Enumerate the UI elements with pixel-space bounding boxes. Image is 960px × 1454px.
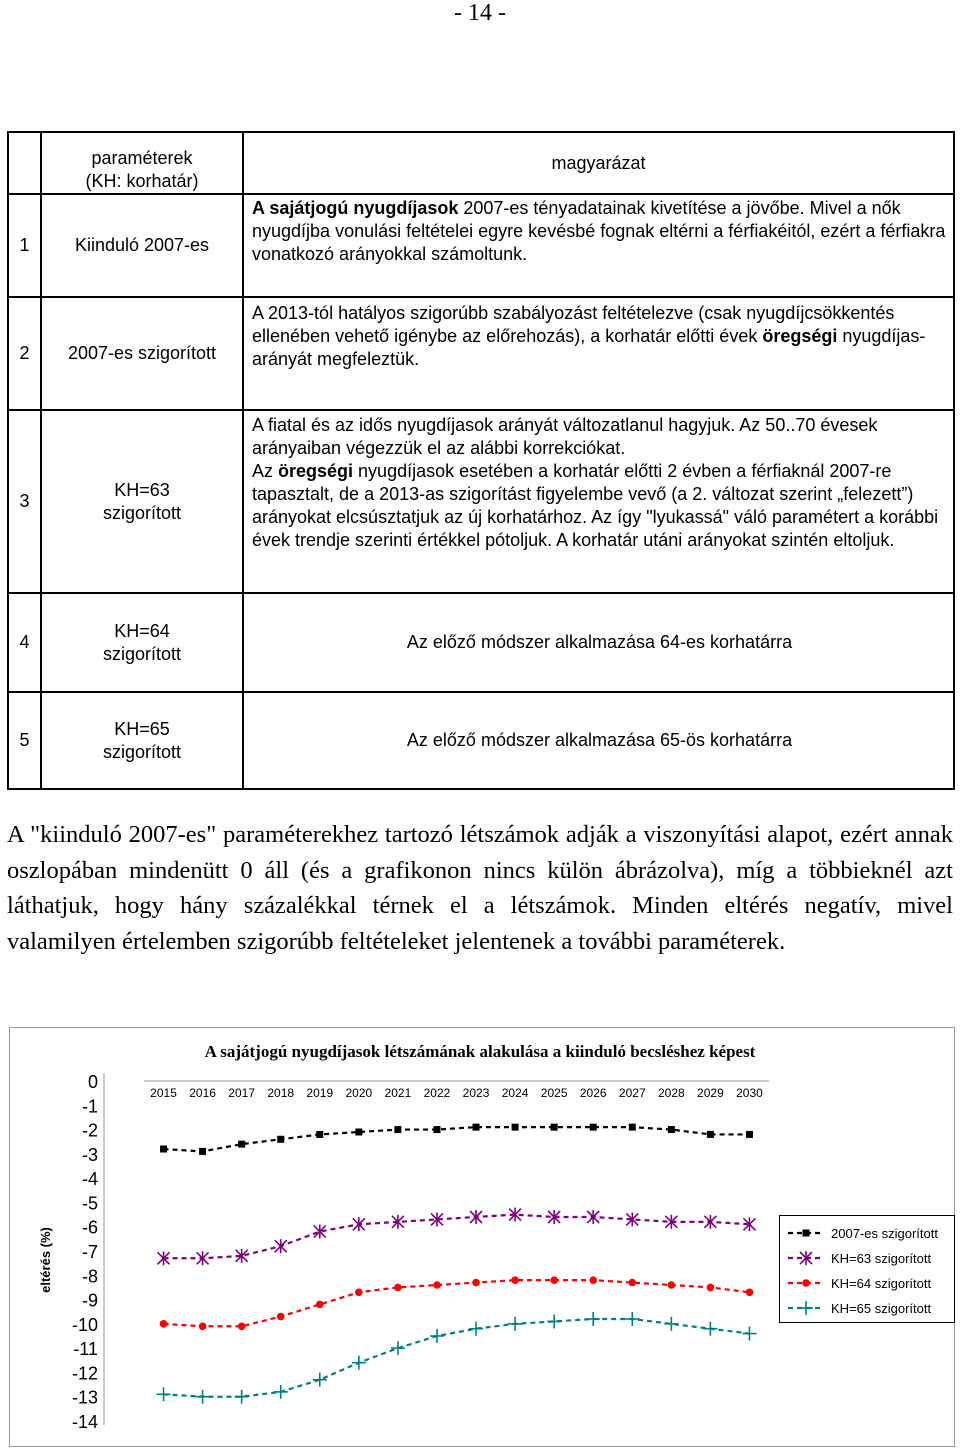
row-explanation <box>243 297 954 410</box>
data-point <box>316 1301 324 1309</box>
data-point <box>511 1276 519 1284</box>
data-point <box>353 1217 365 1231</box>
row-param-sublabel: szigorított <box>102 502 182 523</box>
row-explanation: Az előző módszer alkalmazása 64-es korhatárra <box>243 593 954 692</box>
table-header-row <box>8 132 954 194</box>
series-1 <box>160 1124 753 1155</box>
row-number: 5 <box>8 692 41 789</box>
chart-series <box>157 1124 757 1404</box>
table-row <box>8 194 954 297</box>
row-explanation-para2 <box>252 460 947 552</box>
data-point <box>664 1317 678 1331</box>
x-tick-label: 2024 <box>501 1086 529 1100</box>
row-explanation <box>243 194 954 297</box>
series-line <box>164 1280 750 1326</box>
data-point <box>704 1215 716 1229</box>
data-point <box>199 1148 206 1155</box>
legend-label: KH=63 szigorított <box>831 1251 932 1266</box>
y-tick-label: -4 <box>81 1169 98 1190</box>
table-row <box>8 692 954 789</box>
y-tick-label: -5 <box>81 1193 98 1214</box>
row-number: 4 <box>8 593 41 692</box>
header-param-sublabel: (KH: korhatár) <box>85 171 199 191</box>
x-tick-label: 2021 <box>384 1086 412 1100</box>
row-param-label: KH=63 <box>114 479 170 500</box>
x-tick-label: 2016 <box>189 1086 216 1100</box>
data-point <box>512 1124 519 1131</box>
y-tick-label: -13 <box>71 1387 98 1408</box>
y-axis-title: eltérés (%) <box>38 1227 53 1293</box>
table-row <box>8 593 954 692</box>
header-param-label: paraméterek <box>91 148 193 168</box>
data-point <box>274 1385 288 1399</box>
series-line <box>164 1127 750 1151</box>
row-param: Kiinduló 2007-es <box>41 194 243 297</box>
data-point <box>433 1281 441 1289</box>
data-point <box>433 1126 440 1133</box>
data-point <box>430 1329 444 1343</box>
data-point <box>352 1356 366 1370</box>
row-explanation-bold: A sajátjogú nyugdíjasok <box>252 198 459 218</box>
x-tick-label: 2018 <box>267 1086 295 1100</box>
row-explanation-text-end: nyugdíjas-arányát megfeleztük. <box>252 326 926 369</box>
data-point <box>316 1131 323 1138</box>
y-tick-label: -8 <box>81 1266 98 1287</box>
series-3 <box>160 1276 754 1330</box>
data-point <box>551 1124 558 1131</box>
data-point <box>197 1251 209 1265</box>
data-point <box>586 1312 600 1326</box>
x-tick-label: 2026 <box>579 1086 607 1100</box>
x-tick-label: 2022 <box>423 1086 451 1100</box>
data-point <box>550 1276 558 1284</box>
data-point <box>355 1288 363 1296</box>
data-point <box>625 1312 639 1326</box>
table-row <box>8 297 954 410</box>
x-tick-label: 2030 <box>736 1086 763 1100</box>
y-tick-label: -11 <box>73 1339 98 1360</box>
data-point <box>703 1322 717 1336</box>
data-point <box>238 1141 245 1148</box>
series-line <box>164 1319 750 1397</box>
data-point <box>355 1129 362 1136</box>
y-tick-label: -1 <box>81 1096 98 1117</box>
data-point <box>313 1373 327 1387</box>
y-tick-label: 0 <box>87 1072 98 1092</box>
data-point <box>235 1390 249 1404</box>
data-point <box>160 1146 167 1153</box>
y-tick-label: -14 <box>71 1412 98 1432</box>
data-point <box>469 1322 483 1336</box>
row-number: 2 <box>8 297 41 410</box>
row-explanation-bold: öregségi <box>278 461 354 481</box>
row-explanation-text-end: nyugdíjasok esetében a korhatár előtti 2 évben a férfiaknál 2007-re tapasztalt, de a 2013-as szigorítást figyelembe vevő (a 2. változat szerint „felezett”) arányokat elcsúsztatjuk az új korhatárhoz. Az így "lyukassá" váló paramétert a korábbi évek trendje szerinti értékkel pótoljuk. A korhatár utáni arányokat szintén eltoljuk. <box>252 461 939 550</box>
row-param <box>41 593 243 692</box>
data-point <box>160 1320 168 1328</box>
row-param-label: KH=64 <box>114 620 170 641</box>
row-explanation <box>243 410 954 593</box>
header-explanation-cell: magyarázat <box>243 132 954 194</box>
x-tick-label: 2028 <box>657 1086 685 1100</box>
row-param: 2007-es szigorított <box>41 297 243 410</box>
data-point <box>470 1210 482 1224</box>
y-tick-label: -6 <box>81 1217 98 1238</box>
row-number: 1 <box>8 194 41 297</box>
y-tick-label: -12 <box>71 1363 98 1384</box>
data-point <box>199 1322 207 1330</box>
data-point <box>473 1124 480 1131</box>
data-point <box>275 1239 287 1253</box>
data-point <box>547 1314 561 1328</box>
data-point <box>508 1317 522 1331</box>
row-param <box>41 692 243 789</box>
row-explanation-bold: öregségi <box>762 326 838 346</box>
y-tick-label: -9 <box>81 1290 98 1311</box>
chart-title: A sajátjogú nyugdíjasok létszámának alakulása a kiinduló becsléshez képest <box>204 1042 756 1061</box>
chart-ticks <box>38 1072 763 1432</box>
chart-axes <box>104 1073 769 1425</box>
x-tick-label: 2027 <box>618 1086 646 1100</box>
data-point <box>391 1341 405 1355</box>
data-point <box>587 1210 599 1224</box>
parameters-table <box>7 131 955 790</box>
y-tick-label: -7 <box>81 1242 98 1262</box>
row-param <box>41 410 243 593</box>
x-tick-label: 2015 <box>150 1086 177 1100</box>
header-param-cell <box>41 132 243 194</box>
y-tick-label: -2 <box>81 1120 98 1141</box>
row-explanation-para1: A fiatal és az idős nyugdíjasok arányát változatlanul hagyjuk. Az 50..70 évesek arányaiban végezzük el az alábbi korrekciókat. <box>252 415 878 458</box>
page-number: - 14 - <box>454 0 506 26</box>
row-explanation: Az előző módszer alkalmazása 65-ös korhatárra <box>243 692 954 789</box>
data-point <box>742 1327 756 1341</box>
x-tick-label: 2023 <box>462 1086 490 1100</box>
chart-legend-box <box>779 1215 955 1323</box>
data-point <box>238 1322 246 1330</box>
data-point <box>629 1124 636 1131</box>
data-point <box>707 1284 715 1292</box>
data-point <box>746 1288 754 1296</box>
data-point <box>590 1124 597 1131</box>
legend-label: KH=64 szigorított <box>831 1276 932 1291</box>
y-tick-label: -10 <box>71 1314 98 1335</box>
row-explanation-text: 2007-es tényadatainak kivetítése a jövőbe. Mivel a nők nyugdíjba vonulási feltételei egyre kevésbé fognak eltérni a férfiakéitól, ezért a férfiakra vonatkozó arányokkal számoltunk. <box>252 198 946 264</box>
x-tick-label: 2029 <box>697 1086 724 1100</box>
x-tick-label: 2017 <box>228 1086 256 1100</box>
data-point <box>277 1313 285 1321</box>
data-point <box>628 1279 636 1287</box>
legend-label: 2007-es szigorított <box>831 1226 938 1241</box>
data-point <box>707 1131 714 1138</box>
series-2 <box>158 1208 756 1266</box>
data-point <box>746 1131 753 1138</box>
row-param-sublabel: szigorított <box>102 643 182 664</box>
data-point <box>277 1136 284 1143</box>
data-point <box>157 1387 171 1401</box>
data-point <box>394 1284 402 1292</box>
legend-label: KH=65 szigorított <box>831 1301 932 1316</box>
header-num-cell <box>8 132 41 194</box>
row-number: 3 <box>8 410 41 593</box>
data-point <box>668 1126 675 1133</box>
data-point <box>472 1279 480 1287</box>
y-tick-label: -3 <box>81 1144 98 1165</box>
data-point <box>394 1126 401 1133</box>
row-param-label: KH=65 <box>114 718 170 739</box>
data-point <box>196 1390 210 1404</box>
row-param-sublabel: szigorított <box>102 741 182 762</box>
body-paragraph: A "kiinduló 2007-es" paraméterekhez tartozó létszámok adják a viszonyítási alapot, ezért annak oszlopában mindenütt 0 áll (és a grafikonon nincs külön ábrázolva), míg a többieknél azt láthatjuk, hogy hány százalékkal térnek el a létszámok. Minden eltérés negatív, mivel valamilyen értelemben szigorúbb feltételeket jelentenek a további paraméterek. <box>7 821 953 955</box>
data-point <box>589 1276 597 1284</box>
series-line <box>164 1215 750 1259</box>
x-tick-label: 2020 <box>345 1086 373 1100</box>
table-row <box>8 410 954 593</box>
x-tick-label: 2025 <box>540 1086 568 1100</box>
row-explanation-text: Az <box>252 461 279 481</box>
x-tick-label: 2019 <box>306 1086 334 1100</box>
data-point <box>668 1281 676 1289</box>
row-explanation-text: A 2013-tól hatályos szigorúbb szabályozást feltételezve (csak nyugdíjcsökkentés ellenében vehető igénybe az előrehozás), a korhatár előtti évek <box>252 303 895 346</box>
